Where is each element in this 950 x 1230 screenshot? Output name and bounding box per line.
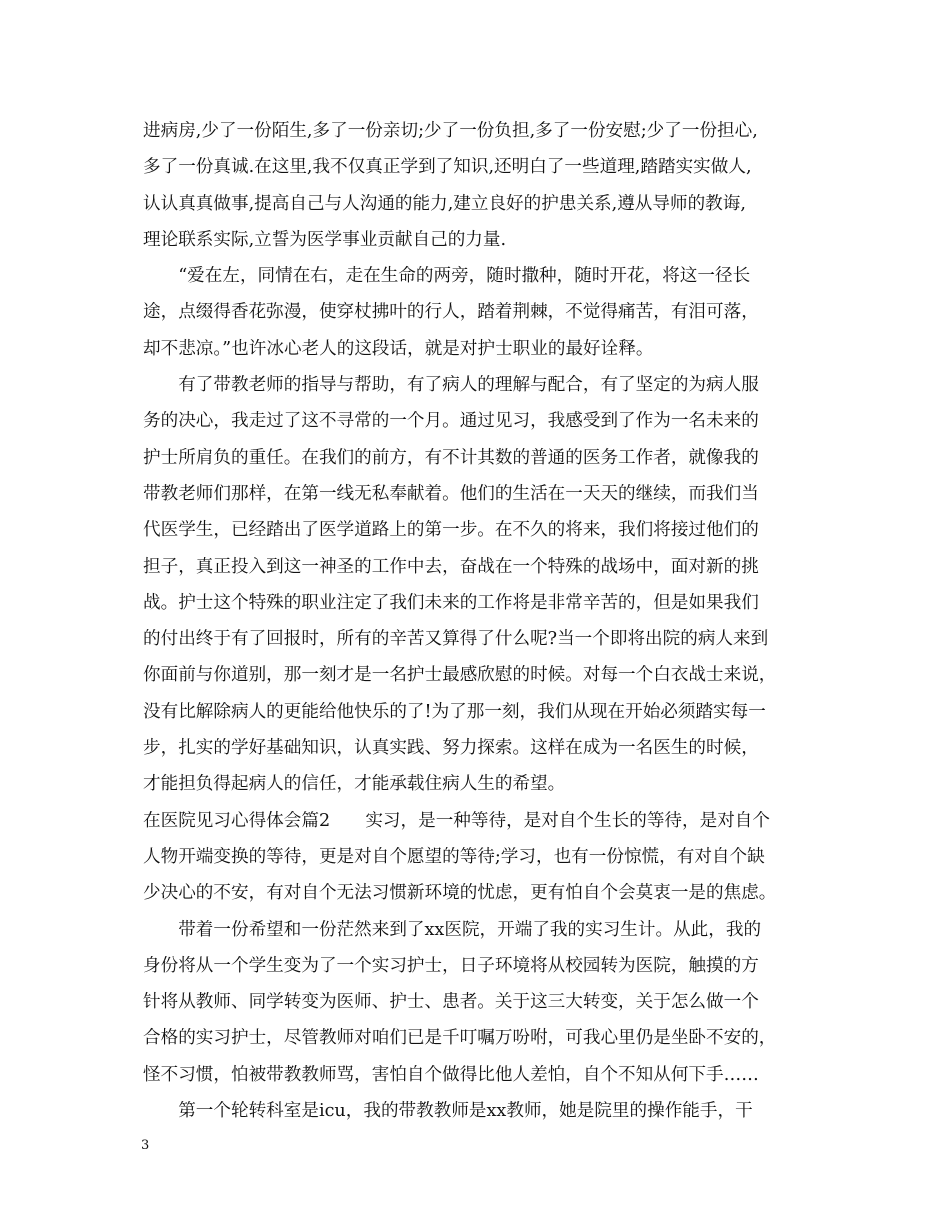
text-line: “爱在左，同情在右，走在生命的两旁，随时撒种，随时开花，将这一径长	[143, 266, 751, 287]
text-line: 认认真真做事,提高自己与人沟通的能力,建立良好的护患关系,遵从导师的教诲,	[143, 193, 746, 214]
text-line: 带着一份希望和一份茫然来到了xx医院，开端了我的实习生计。从此，我的	[143, 919, 762, 940]
text-line: 务的决心，我走过了这不寻常的一个月。通过见习，我感受到了作为一名未来的	[143, 411, 759, 432]
page-number: 3	[141, 1138, 150, 1153]
text-line: 怪不习惯，怕被带教教师骂，害怕自个做得比他人差怕，自个不知从何下手……	[143, 1064, 759, 1085]
text-line: 进病房,少了一份陌生,多了一份亲切;少了一份负担,多了一份安慰;少了一份担心,	[143, 121, 758, 141]
text-line: 代医学生，已经踏出了医学道路上的第一步。在不久的将来，我们将接过他们的	[143, 520, 759, 541]
text-line: 护士所肩负的重任。在我们的前方，有不计其数的普通的医务工作者，就像我的	[143, 447, 759, 468]
text-line: 针将从教师、同学转变为医师、护士、患者。关于这三大转变，关于怎么做一个	[143, 992, 759, 1013]
section-heading-line: 在医院见习心得体会篇2 实习，是一种等待，是对自个生长的等待，是对自个	[143, 810, 770, 831]
text-line: 你面前与你道别，那一刻才是一名护士最感欣慰的时候。对每一个白衣战士来说，	[143, 665, 777, 686]
body-text	[143, 113, 813, 1129]
text-line: 步，扎实的学好基础知识，认真实践、努力探索。这样在成为一名医生的时候，	[143, 738, 759, 759]
text-line: 合格的实习护士，尽管教师对咱们已是千叮嘱万吩咐，可我心里仍是坐卧不安的，	[143, 1028, 777, 1049]
text-line: 才能担负得起病人的信任，才能承载住病人生的希望。	[143, 774, 566, 795]
text-line: 第一个轮转科室是icu，我的带教教师是xx教师，她是院里的操作能手，干	[143, 1101, 753, 1122]
text-line: 没有比解除病人的更能给他快乐的了!为了那一刻，我们从现在开始必须踏实每一	[143, 701, 766, 722]
text-line: 途，点缀得香花弥漫，使穿杖拂叶的行人，踏着荆棘，不觉得痛苦，有泪可落，	[143, 302, 759, 323]
text-line: 人物开端变换的等待，更是对自个愿望的等待;学习，也有一份惊慌，有对自个缺	[143, 846, 765, 867]
text-line: 的付出终于有了回报时，所有的辛苦又算得了什么呢?当一个即将出院的病人来到	[143, 629, 769, 650]
text-line: 带教老师们那样，在第一线无私奉献着。他们的生活在一天天的继续，而我们当	[143, 483, 759, 504]
text-line: 却不悲凉。”也许冰心老人的这段话，就是对护士职业的最好诠释。	[143, 338, 654, 359]
text-line: 少决心的不安，有对自个无法习惯新环境的忧虑，更有怕自个会莫衷一是的焦虑。	[143, 883, 777, 904]
text-line: 担子，真正投入到这一神圣的工作中去，奋战在一个特殊的战场中，面对新的挑	[143, 556, 759, 577]
text-line: 多了一份真诚.在这里,我不仅真正学到了知识,还明白了一些道理,踏踏实实做人,	[143, 157, 752, 178]
text-line: 理论联系实际,立誓为医学事业贡献自己的力量.	[143, 229, 507, 250]
text-line: 有了带教老师的指导与帮助，有了病人的理解与配合，有了坚定的为病人服	[143, 375, 759, 396]
text-line: 身份将从一个学生变为了一个实习护士，日子环境将从校园转为医院，触摸的方	[143, 955, 759, 976]
text-line: 战。护士这个特殊的职业注定了我们未来的工作将是非常辛苦的，但是如果我们	[143, 592, 759, 613]
